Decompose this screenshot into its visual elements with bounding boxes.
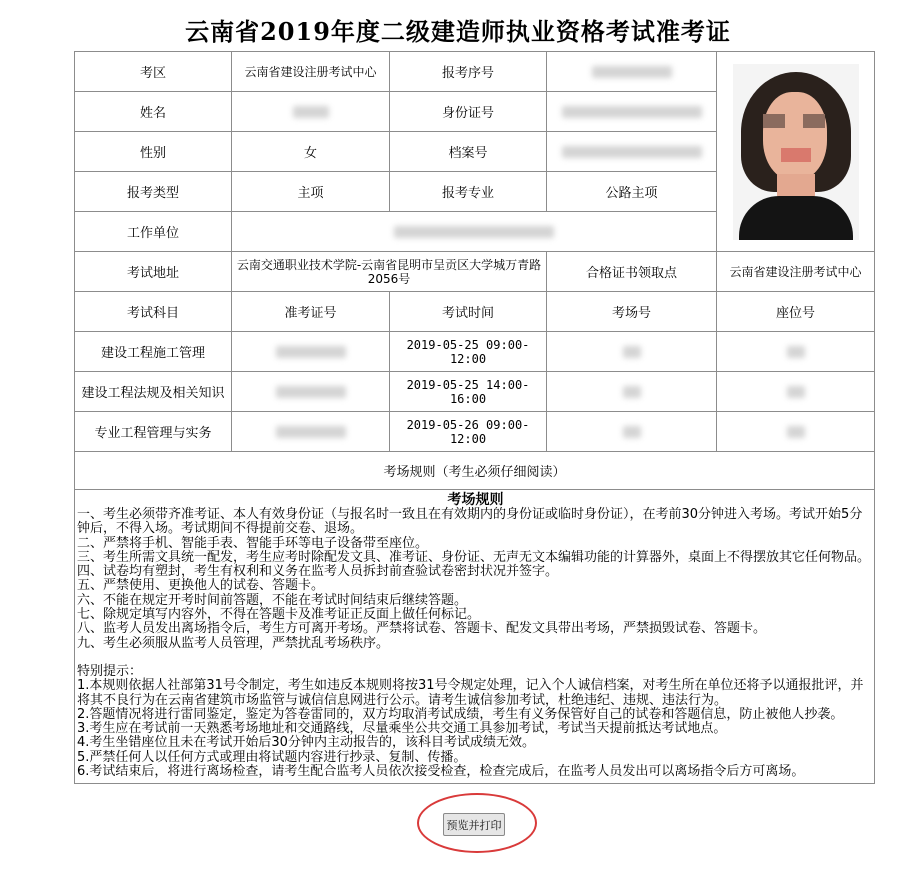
- gender-label: 性别: [75, 132, 232, 172]
- file-label: 档案号: [390, 132, 547, 172]
- id-value-redacted: [547, 92, 717, 132]
- seat-redacted: [717, 372, 875, 412]
- seat-redacted: [717, 412, 875, 452]
- subject-header: 考试科目: [75, 292, 232, 332]
- name-value-redacted: [232, 92, 390, 132]
- major-value: 公路主项: [547, 172, 717, 212]
- table-row: [75, 332, 875, 372]
- ticket-no-redacted: [232, 412, 390, 452]
- major-label: 报考专业: [390, 172, 547, 212]
- exam-time: 2019-05-26 09:00-12:00: [390, 412, 547, 452]
- rule-item: 六、不能在规定开考时间前答题，不能在考试时间结束后继续答题。: [77, 592, 468, 608]
- special-notice-item: 6.考试结束后，将进行离场检查，请考生配合监考人员依次接受检查，检查完成后，在监考人员发出可以离场指令后方可离场。: [77, 764, 805, 780]
- rules-section: [75, 490, 875, 784]
- rule-item: 三、考生所需文具统一配发，考生应考时除配发文具、准考证、身份证、无声无文本编辑功能的计算器外，桌面上不得摆放其它任何物品。: [77, 549, 871, 565]
- subject-name: 建设工程法规及相关知识: [75, 372, 232, 412]
- rules-heading: 考场规则: [447, 492, 504, 508]
- page-title: 云南省2019年度二级建造师执业资格考试准考证: [185, 17, 731, 46]
- rule-item: 七、除规定填写内容外，不得在答题卡及准考证正反面上做任何标记。: [77, 607, 481, 623]
- special-notice-title: 特别提示：: [77, 663, 143, 679]
- exam-time: 2019-05-25 14:00-16:00: [390, 372, 547, 412]
- photo-cell: [717, 52, 875, 252]
- addr-value: 云南交通职业技术学院-云南省昆明市呈贡区大学城万青路2056号: [232, 252, 547, 292]
- exam-time: 2019-05-25 09:00-12:00: [390, 332, 547, 372]
- rule-item: 五、严禁使用、更换他人的试卷、答题卡。: [77, 578, 325, 594]
- name-label: 姓名: [75, 92, 232, 132]
- rule-item: 八、监考人员发出离场指令后，考生方可离开考场。严禁将试卷、答题卡、配发文具带出考场，严禁损毁试卷、答题卡。: [77, 621, 767, 637]
- cert-value: 云南省建设注册考试中心: [717, 252, 875, 292]
- work-value-redacted: [232, 212, 717, 252]
- gender-value: 女: [232, 132, 390, 172]
- type-value: 主项: [232, 172, 390, 212]
- area-label: 考区: [75, 52, 232, 92]
- special-notice-item: 1.本规则依据人社部第31号令制定，考生如违反本规则将按31号令规定处理，记入个人诚信档案，对考生所在单位还将予以通报批评，并将其不良行为在云南省建筑市场监管与诚信信息网进行公示。请考生诚信参加考试，杜绝违纪、违规、违法行为。: [77, 678, 864, 708]
- serial-value-redacted: [547, 52, 717, 92]
- rule-item: 九、考生必须服从监考人员管理，严禁扰乱考场秩序。: [77, 635, 390, 651]
- rule-item: 二、严禁将手机、智能手表、智能手环等电子设备带至座位。: [77, 535, 429, 551]
- special-notice-item: 5.严禁任何人以任何方式或理由将试题内容进行抄录、复制、传播。: [77, 749, 467, 765]
- serial-label: 报考序号: [390, 52, 547, 92]
- ticket-no-redacted: [232, 372, 390, 412]
- work-label: 工作单位: [75, 212, 232, 252]
- admission-ticket-table: [74, 51, 875, 784]
- seat-redacted: [717, 332, 875, 372]
- candidate-photo: [733, 64, 859, 240]
- rule-item: 四、试卷均有塑封，考生有权利和义务在监考人员拆封前查验试卷密封状况并签字。: [77, 564, 559, 580]
- room-header: 考场号: [547, 292, 717, 332]
- ticket-no-header: 准考证号: [232, 292, 390, 332]
- rule-item: 一、考生必须带齐准考证、本人有效身份证（与报名时一致且在有效期内的身份证或临时身份证），在考前30分钟进入考场。考试开始5分钟后，不得入场。考试期间不得提前交卷、退场。: [77, 507, 863, 537]
- seat-header: 座位号: [717, 292, 875, 332]
- type-label: 报考类型: [75, 172, 232, 212]
- table-row: [75, 412, 875, 452]
- room-redacted: [547, 412, 717, 452]
- subject-name: 建设工程施工管理: [75, 332, 232, 372]
- cert-label: 合格证书领取点: [547, 252, 717, 292]
- special-notice-item: 2.答题情况将进行雷同鉴定，鉴定为答卷雷同的，双方均取消考试成绩，考生有义务保管好自己的试卷和答题信息，防止被他人抄袭。: [77, 706, 844, 722]
- exam-time-header: 考试时间: [390, 292, 547, 332]
- special-notice-item: 3.考生应在考试前一天熟悉考场地址和交通路线，尽量乘坐公共交通工具参加考试，考试当天提前抵达考试地点。: [77, 721, 727, 737]
- area-value: 云南省建设注册考试中心: [232, 52, 390, 92]
- special-notice-item: 4.考生坐错座位且未在考试开始后30分钟内主动报告的，该科目考试成绩无效。: [77, 735, 535, 751]
- room-redacted: [547, 332, 717, 372]
- rules-row-title: 考场规则（考生必须仔细阅读）: [75, 452, 875, 490]
- room-redacted: [547, 372, 717, 412]
- ticket-no-redacted: [232, 332, 390, 372]
- addr-label: 考试地址: [75, 252, 232, 292]
- preview-print-button[interactable]: 预览并打印: [443, 813, 505, 836]
- table-row: [75, 372, 875, 412]
- subject-name: 专业工程管理与实务: [75, 412, 232, 452]
- id-label: 身份证号: [390, 92, 547, 132]
- file-value-redacted: [547, 132, 717, 172]
